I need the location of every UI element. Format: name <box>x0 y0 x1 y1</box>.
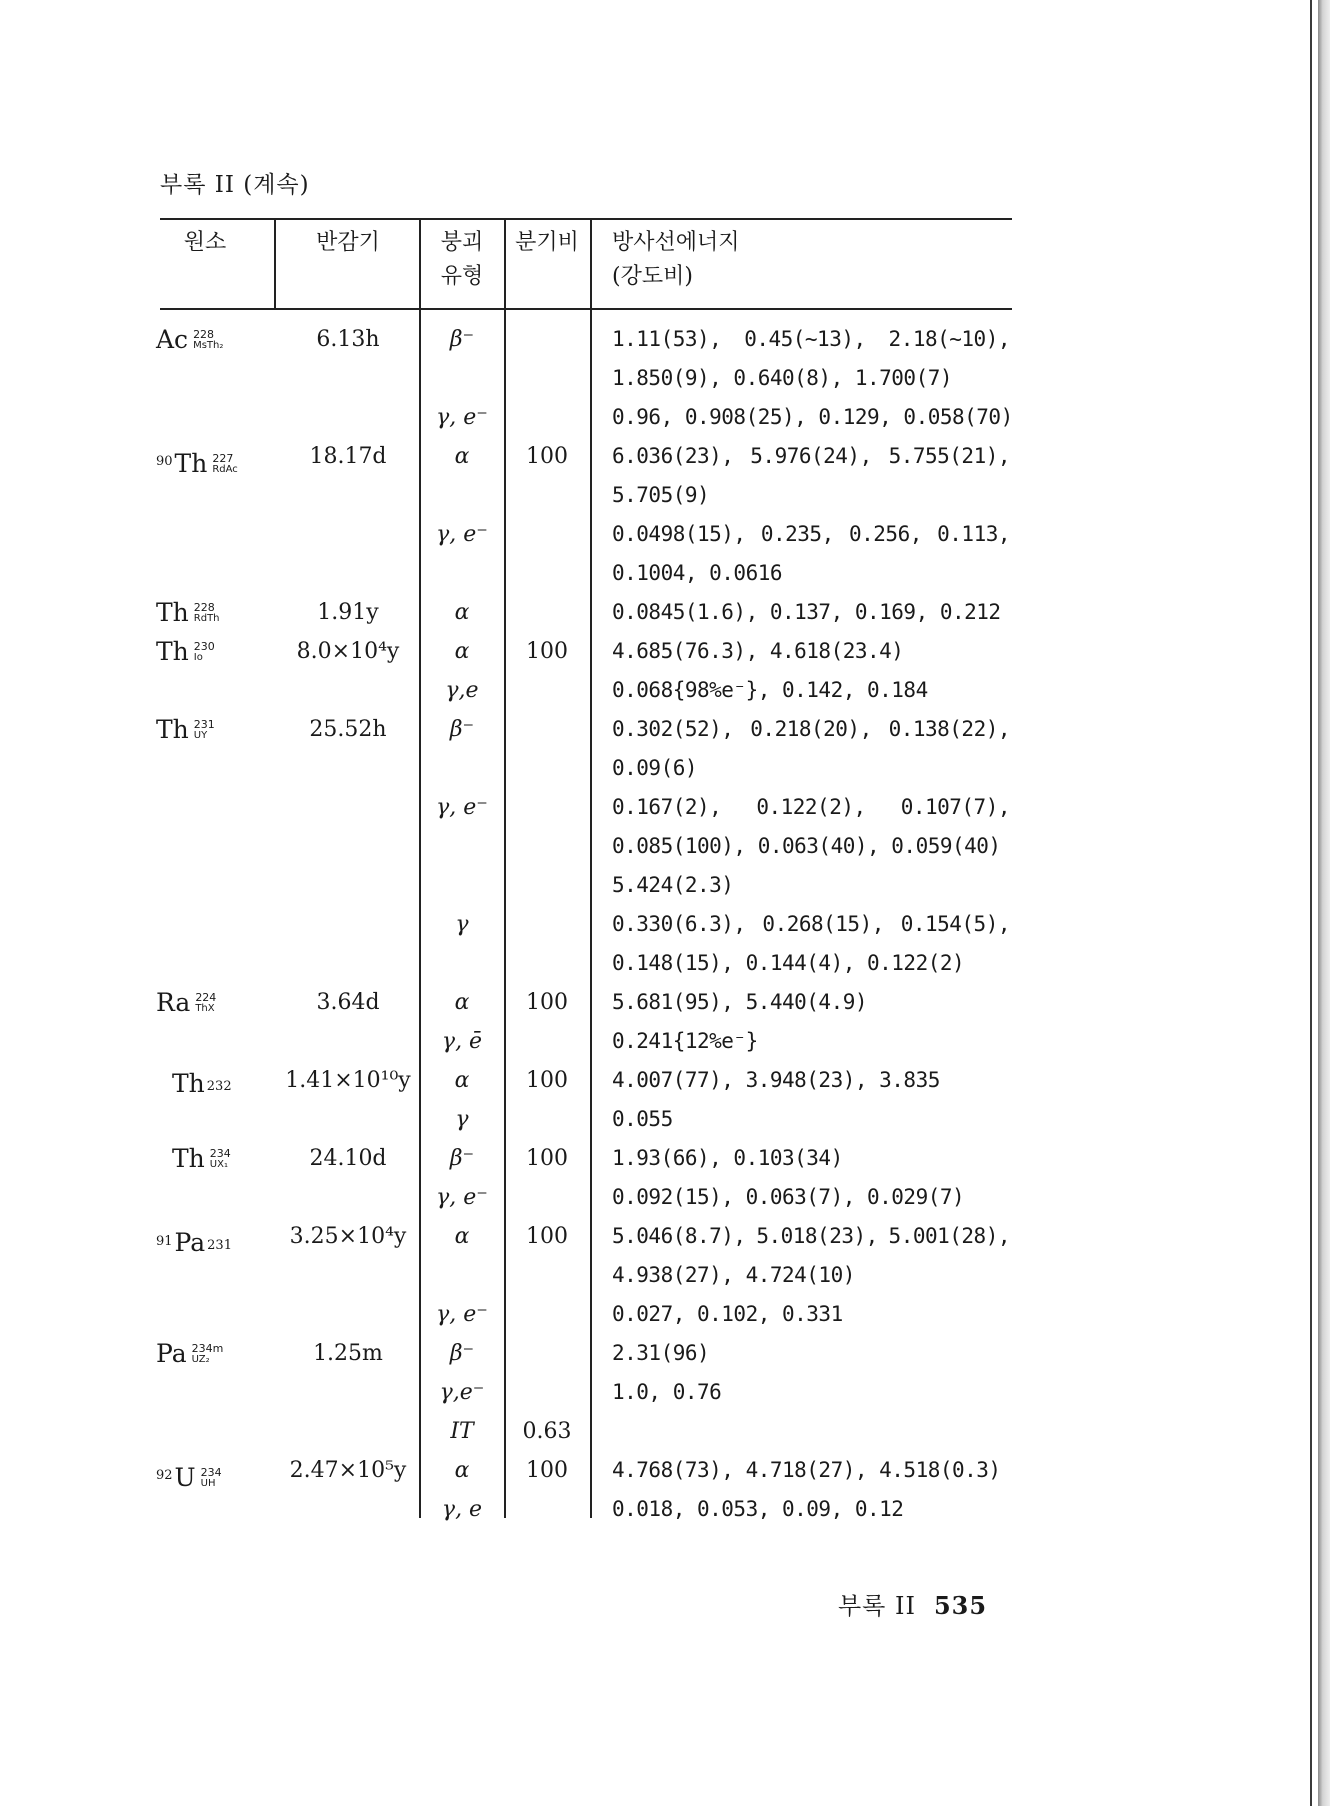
energy-cell <box>612 359 1032 398</box>
half-life-cell: 6.13h <box>316 327 380 352</box>
mass-number: 234 <box>200 1465 222 1479</box>
historic-name: Io <box>193 651 203 663</box>
element-cell <box>156 593 276 632</box>
energy-cell <box>612 554 1032 593</box>
energy-cell <box>612 866 1032 905</box>
energy-value: 5.018(23), <box>756 1224 878 1248</box>
mass-number: 232 <box>206 1079 232 1094</box>
energy-cell <box>612 1061 1032 1100</box>
mass-number: 230 <box>193 639 215 653</box>
energy-cell <box>612 1256 1032 1295</box>
half-life-cell: 1.41×10¹⁰y <box>285 1068 411 1093</box>
energy-value: 0.018, 0.053, 0.09, 0.12 <box>612 1497 904 1521</box>
mass-and-historic-name <box>195 992 216 1014</box>
element-cell <box>156 1334 276 1373</box>
energy-cell <box>612 1334 1032 1373</box>
table-row <box>0 1373 1100 1412</box>
table-row <box>0 1139 1100 1178</box>
energy-value: 0.092(15), 0.063(7), 0.029(7) <box>612 1185 965 1209</box>
header-element: 원소 <box>183 230 227 255</box>
energy-cell <box>612 944 1032 983</box>
header-decay-type-line1: 붕괴 <box>440 230 484 255</box>
table-row <box>0 359 1100 398</box>
table-row <box>0 1100 1100 1139</box>
page-edge-shadow <box>1318 0 1330 1806</box>
table-row <box>0 905 1100 944</box>
table-row <box>0 671 1100 710</box>
element-symbol: Th <box>174 449 208 478</box>
mass-and-historic-name <box>201 1467 222 1489</box>
historic-name: ThX <box>195 1002 215 1014</box>
energy-value: 1.850(9), 0.640(8), 1.700(7) <box>612 366 953 390</box>
half-life-cell: 25.52h <box>309 717 387 742</box>
energy-cell <box>612 1217 1010 1256</box>
decay-type-cell: γ <box>455 1107 469 1132</box>
table-row <box>0 320 1100 359</box>
decay-type-cell: γ, e⁻ <box>436 1185 488 1210</box>
table-row <box>0 1412 1100 1451</box>
page-edge-line <box>1310 0 1312 1806</box>
mass-number: 227 <box>212 451 234 465</box>
table-row <box>0 827 1100 866</box>
energy-value: 0.027, 0.102, 0.331 <box>612 1302 843 1326</box>
energy-cell <box>612 1373 1032 1412</box>
table-row <box>0 983 1100 1022</box>
nuclide-symbol <box>156 983 216 1022</box>
table-row <box>0 476 1100 515</box>
energy-cell <box>612 788 1010 827</box>
table-row <box>0 866 1100 905</box>
decay-type-cell: β⁻ <box>449 1341 475 1366</box>
element-symbol: Pa <box>174 1228 206 1257</box>
decay-type-cell: α <box>454 990 470 1015</box>
table-row <box>0 944 1100 983</box>
decay-type-cell: γ, e <box>441 1497 483 1522</box>
branching-ratio-cell: 100 <box>526 1458 568 1483</box>
historic-name: UH <box>200 1477 216 1489</box>
energy-value: 5.705(9) <box>612 483 710 507</box>
decay-type-cell: α <box>454 600 470 625</box>
historic-name: RdTh <box>193 612 220 624</box>
table-row <box>0 1295 1100 1334</box>
energy-value: 5.046(8.7), <box>612 1224 746 1248</box>
nuclide-symbol <box>156 1334 223 1373</box>
energy-value: 0.0845(1.6), 0.137, 0.169, 0.212 <box>612 600 1001 624</box>
historic-name: MsTh₂ <box>193 339 224 351</box>
element-symbol: Ac <box>156 325 189 354</box>
table-row <box>0 1217 1100 1256</box>
nuclide-symbol <box>156 710 215 749</box>
energy-cell <box>612 515 1010 554</box>
element-cell <box>156 632 276 671</box>
page-number: 535 <box>933 1591 988 1620</box>
energy-value: 0.09(6) <box>612 756 698 780</box>
energy-cell <box>612 593 1032 632</box>
energy-value: 0.055 <box>612 1107 673 1131</box>
branching-ratio-cell: 100 <box>526 990 568 1015</box>
energy-value: 0.107(7), <box>900 795 1010 819</box>
table-row <box>0 398 1100 437</box>
energy-value: 1.0, 0.76 <box>612 1380 722 1404</box>
element-cell <box>156 710 276 749</box>
branching-ratio-cell: 100 <box>526 1224 568 1249</box>
header-energy-line1: 방사선에너지 <box>612 230 740 255</box>
energy-value: 0.241{12%e⁻} <box>612 1029 758 1053</box>
element-symbol: U <box>174 1463 196 1492</box>
header-decay-type <box>420 226 504 294</box>
energy-value: 0.0498(15), <box>612 522 746 546</box>
nuclide-symbol <box>156 320 223 359</box>
branching-ratio-cell: 100 <box>526 1068 568 1093</box>
energy-cell <box>612 1178 1032 1217</box>
half-life-cell: 1.91y <box>317 600 379 625</box>
mass-and-historic-name <box>194 719 215 741</box>
element-cell <box>156 983 276 1022</box>
table-top-rule <box>160 218 1012 220</box>
table-row <box>0 788 1100 827</box>
table-row <box>0 1451 1100 1490</box>
mass-and-historic-name <box>212 453 237 475</box>
energy-cell <box>612 320 1010 359</box>
energy-value: 0.218(20), <box>750 717 872 741</box>
energy-value: 0.122(2), <box>756 795 866 819</box>
decay-type-cell: γ, e⁻ <box>436 405 488 430</box>
energy-cell <box>612 476 1032 515</box>
energy-value: 6.036(23), <box>612 444 734 468</box>
nuclide-symbol <box>156 593 220 632</box>
energy-cell <box>612 749 1032 788</box>
energy-value: 1.93(66), 0.103(34) <box>612 1146 843 1170</box>
decay-type-cell: γ,e⁻ <box>439 1380 485 1405</box>
energy-cell <box>612 827 1032 866</box>
decay-type-cell: β⁻ <box>449 1146 475 1171</box>
table-row <box>0 1178 1100 1217</box>
footer-label: 부록 II <box>838 1592 916 1620</box>
energy-cell <box>612 1490 1032 1529</box>
element-symbol: Th <box>172 1069 205 1098</box>
decay-type-cell: α <box>454 639 470 664</box>
energy-value: 1.11(53), <box>612 327 722 351</box>
decay-type-cell: γ,e <box>445 678 479 703</box>
mass-and-historic-name <box>193 329 223 351</box>
energy-cell <box>612 632 1032 671</box>
energy-value: 5.976(24), <box>750 444 872 468</box>
element-symbol: Th <box>156 598 189 627</box>
decay-type-cell: γ, e⁻ <box>436 795 488 820</box>
table-row <box>0 1334 1100 1373</box>
table-row <box>0 749 1100 788</box>
table-row <box>0 1022 1100 1061</box>
energy-value: 0.154(5), <box>900 912 1010 936</box>
page-footer <box>838 1586 987 1621</box>
energy-cell <box>612 398 1032 437</box>
table-body <box>0 320 1100 1529</box>
nuclide-symbol <box>156 632 215 671</box>
mass-number: 228 <box>193 600 215 614</box>
decay-type-cell: γ, e⁻ <box>436 1302 488 1327</box>
table-caption: 부록 II (계속) <box>160 172 310 198</box>
table-header-rule <box>160 308 1012 310</box>
energy-cell <box>612 1139 1032 1178</box>
half-life-cell: 1.25m <box>313 1341 383 1366</box>
mass-and-historic-name <box>210 1148 231 1170</box>
table-row <box>0 515 1100 554</box>
mass-and-historic-name <box>194 641 215 663</box>
table-row <box>0 632 1100 671</box>
energy-value: 5.001(28), <box>888 1224 1010 1248</box>
energy-value: 5.424(2.3) <box>612 873 734 897</box>
energy-value: 4.685(76.3), 4.618(23.4) <box>612 639 904 663</box>
energy-value: 4.007(77), 3.948(23), 3.835 <box>612 1068 940 1092</box>
branching-ratio-cell: 100 <box>526 639 568 664</box>
element-symbol: Ra <box>156 988 191 1017</box>
decay-type-cell: α <box>454 1068 470 1093</box>
element-symbol: Th <box>156 637 189 666</box>
energy-value: 0.113, <box>937 522 1010 546</box>
mass-number: 231 <box>193 717 215 731</box>
decay-type-cell: β⁻ <box>449 717 475 742</box>
energy-cell <box>612 905 1010 944</box>
historic-name: RdAc <box>212 463 238 475</box>
nuclide-symbol <box>172 1139 231 1178</box>
atomic-number: 90 <box>156 454 173 469</box>
branching-ratio-cell: 0.63 <box>522 1419 572 1444</box>
energy-value: 4.938(27), 4.724(10) <box>612 1263 855 1287</box>
atomic-number: 91 <box>156 1234 173 1249</box>
decay-type-cell: β⁻ <box>449 327 475 352</box>
header-decay-type-line2: 유형 <box>440 264 484 289</box>
decay-type-cell: α <box>454 1458 470 1483</box>
energy-value: 2.18(~10), <box>888 327 1010 351</box>
mass-and-historic-name <box>192 1343 224 1365</box>
element-symbol: Pa <box>156 1339 187 1368</box>
table-row <box>0 593 1100 632</box>
energy-cell <box>612 1022 1032 1061</box>
element-cell <box>156 1139 292 1178</box>
header-half-life: 반감기 <box>316 230 380 255</box>
element-symbol: Th <box>172 1144 205 1173</box>
decay-type-cell: γ, ē <box>441 1029 483 1054</box>
decay-type-cell: α <box>454 1224 470 1249</box>
energy-value: 4.768(73), 4.718(27), 4.518(0.3) <box>612 1458 1001 1482</box>
energy-value: 0.1004, 0.0616 <box>612 561 783 585</box>
energy-value: 0.138(22), <box>888 717 1010 741</box>
energy-value: 0.256, <box>849 522 922 546</box>
element-symbol: Th <box>156 715 189 744</box>
half-life-cell: 2.47×10⁵y <box>289 1458 407 1483</box>
mass-number: 234 <box>209 1146 231 1160</box>
table-row <box>0 1256 1100 1295</box>
energy-value: 0.235, <box>760 522 834 546</box>
energy-value: 0.068{98%e⁻}, 0.142, 0.184 <box>612 678 928 702</box>
table-row <box>0 554 1100 593</box>
decay-type-cell: γ <box>455 912 469 937</box>
energy-cell <box>612 437 1010 476</box>
table-row <box>0 1490 1100 1529</box>
header-branching: 분기비 <box>515 230 579 255</box>
energy-cell <box>612 1295 1032 1334</box>
mass-and-historic-name <box>194 602 220 624</box>
half-life-cell: 24.10d <box>309 1146 387 1171</box>
mass-number: 224 <box>195 990 217 1004</box>
branching-ratio-cell: 100 <box>526 1146 568 1171</box>
branching-ratio-cell: 100 <box>526 444 568 469</box>
energy-value: 0.330(6.3), <box>612 912 746 936</box>
historic-name: UX₁ <box>209 1158 228 1170</box>
energy-value: 5.755(21), <box>888 444 1010 468</box>
energy-cell <box>612 710 1010 749</box>
half-life-cell: 3.64d <box>316 990 380 1015</box>
table-row <box>0 437 1100 476</box>
decay-type-cell: α <box>454 444 470 469</box>
energy-value: 0.96, 0.908(25), 0.129, 0.058(70) <box>612 405 1013 429</box>
energy-cell <box>612 1100 1032 1139</box>
mass-number: 231 <box>207 1238 232 1253</box>
energy-value: 0.085(100), 0.063(40), 0.059(40) <box>612 834 1001 858</box>
energy-value: 0.302(52), <box>612 717 734 741</box>
half-life-cell: 18.17d <box>309 444 387 469</box>
decay-type-cell: IT <box>450 1419 474 1444</box>
mass-number: 234m <box>191 1341 224 1355</box>
energy-cell <box>612 671 1032 710</box>
energy-value: 0.148(15), 0.144(4), 0.122(2) <box>612 951 965 975</box>
historic-name: UY <box>193 729 208 741</box>
element-cell <box>156 320 276 359</box>
table-row <box>0 710 1100 749</box>
half-life-cell: 3.25×10⁴y <box>289 1224 407 1249</box>
atomic-number: 92 <box>156 1468 173 1483</box>
energy-cell <box>612 983 1032 1022</box>
energy-value: 2.31(96) <box>612 1341 710 1365</box>
header-energy-line2: (강도비) <box>612 264 693 289</box>
energy-value: 0.45(~13), <box>744 327 866 351</box>
energy-value: 0.268(15), <box>762 912 884 936</box>
table-row <box>0 1061 1100 1100</box>
header-energy <box>612 226 912 294</box>
energy-value: 5.681(95), 5.440(4.9) <box>612 990 868 1014</box>
half-life-cell: 8.0×10⁴y <box>296 639 400 664</box>
energy-value: 0.167(2), <box>612 795 722 819</box>
historic-name: UZ₂ <box>191 1353 210 1365</box>
decay-type-cell: γ, e⁻ <box>436 522 488 547</box>
energy-cell <box>612 1451 1032 1490</box>
mass-number: 228 <box>193 327 215 341</box>
